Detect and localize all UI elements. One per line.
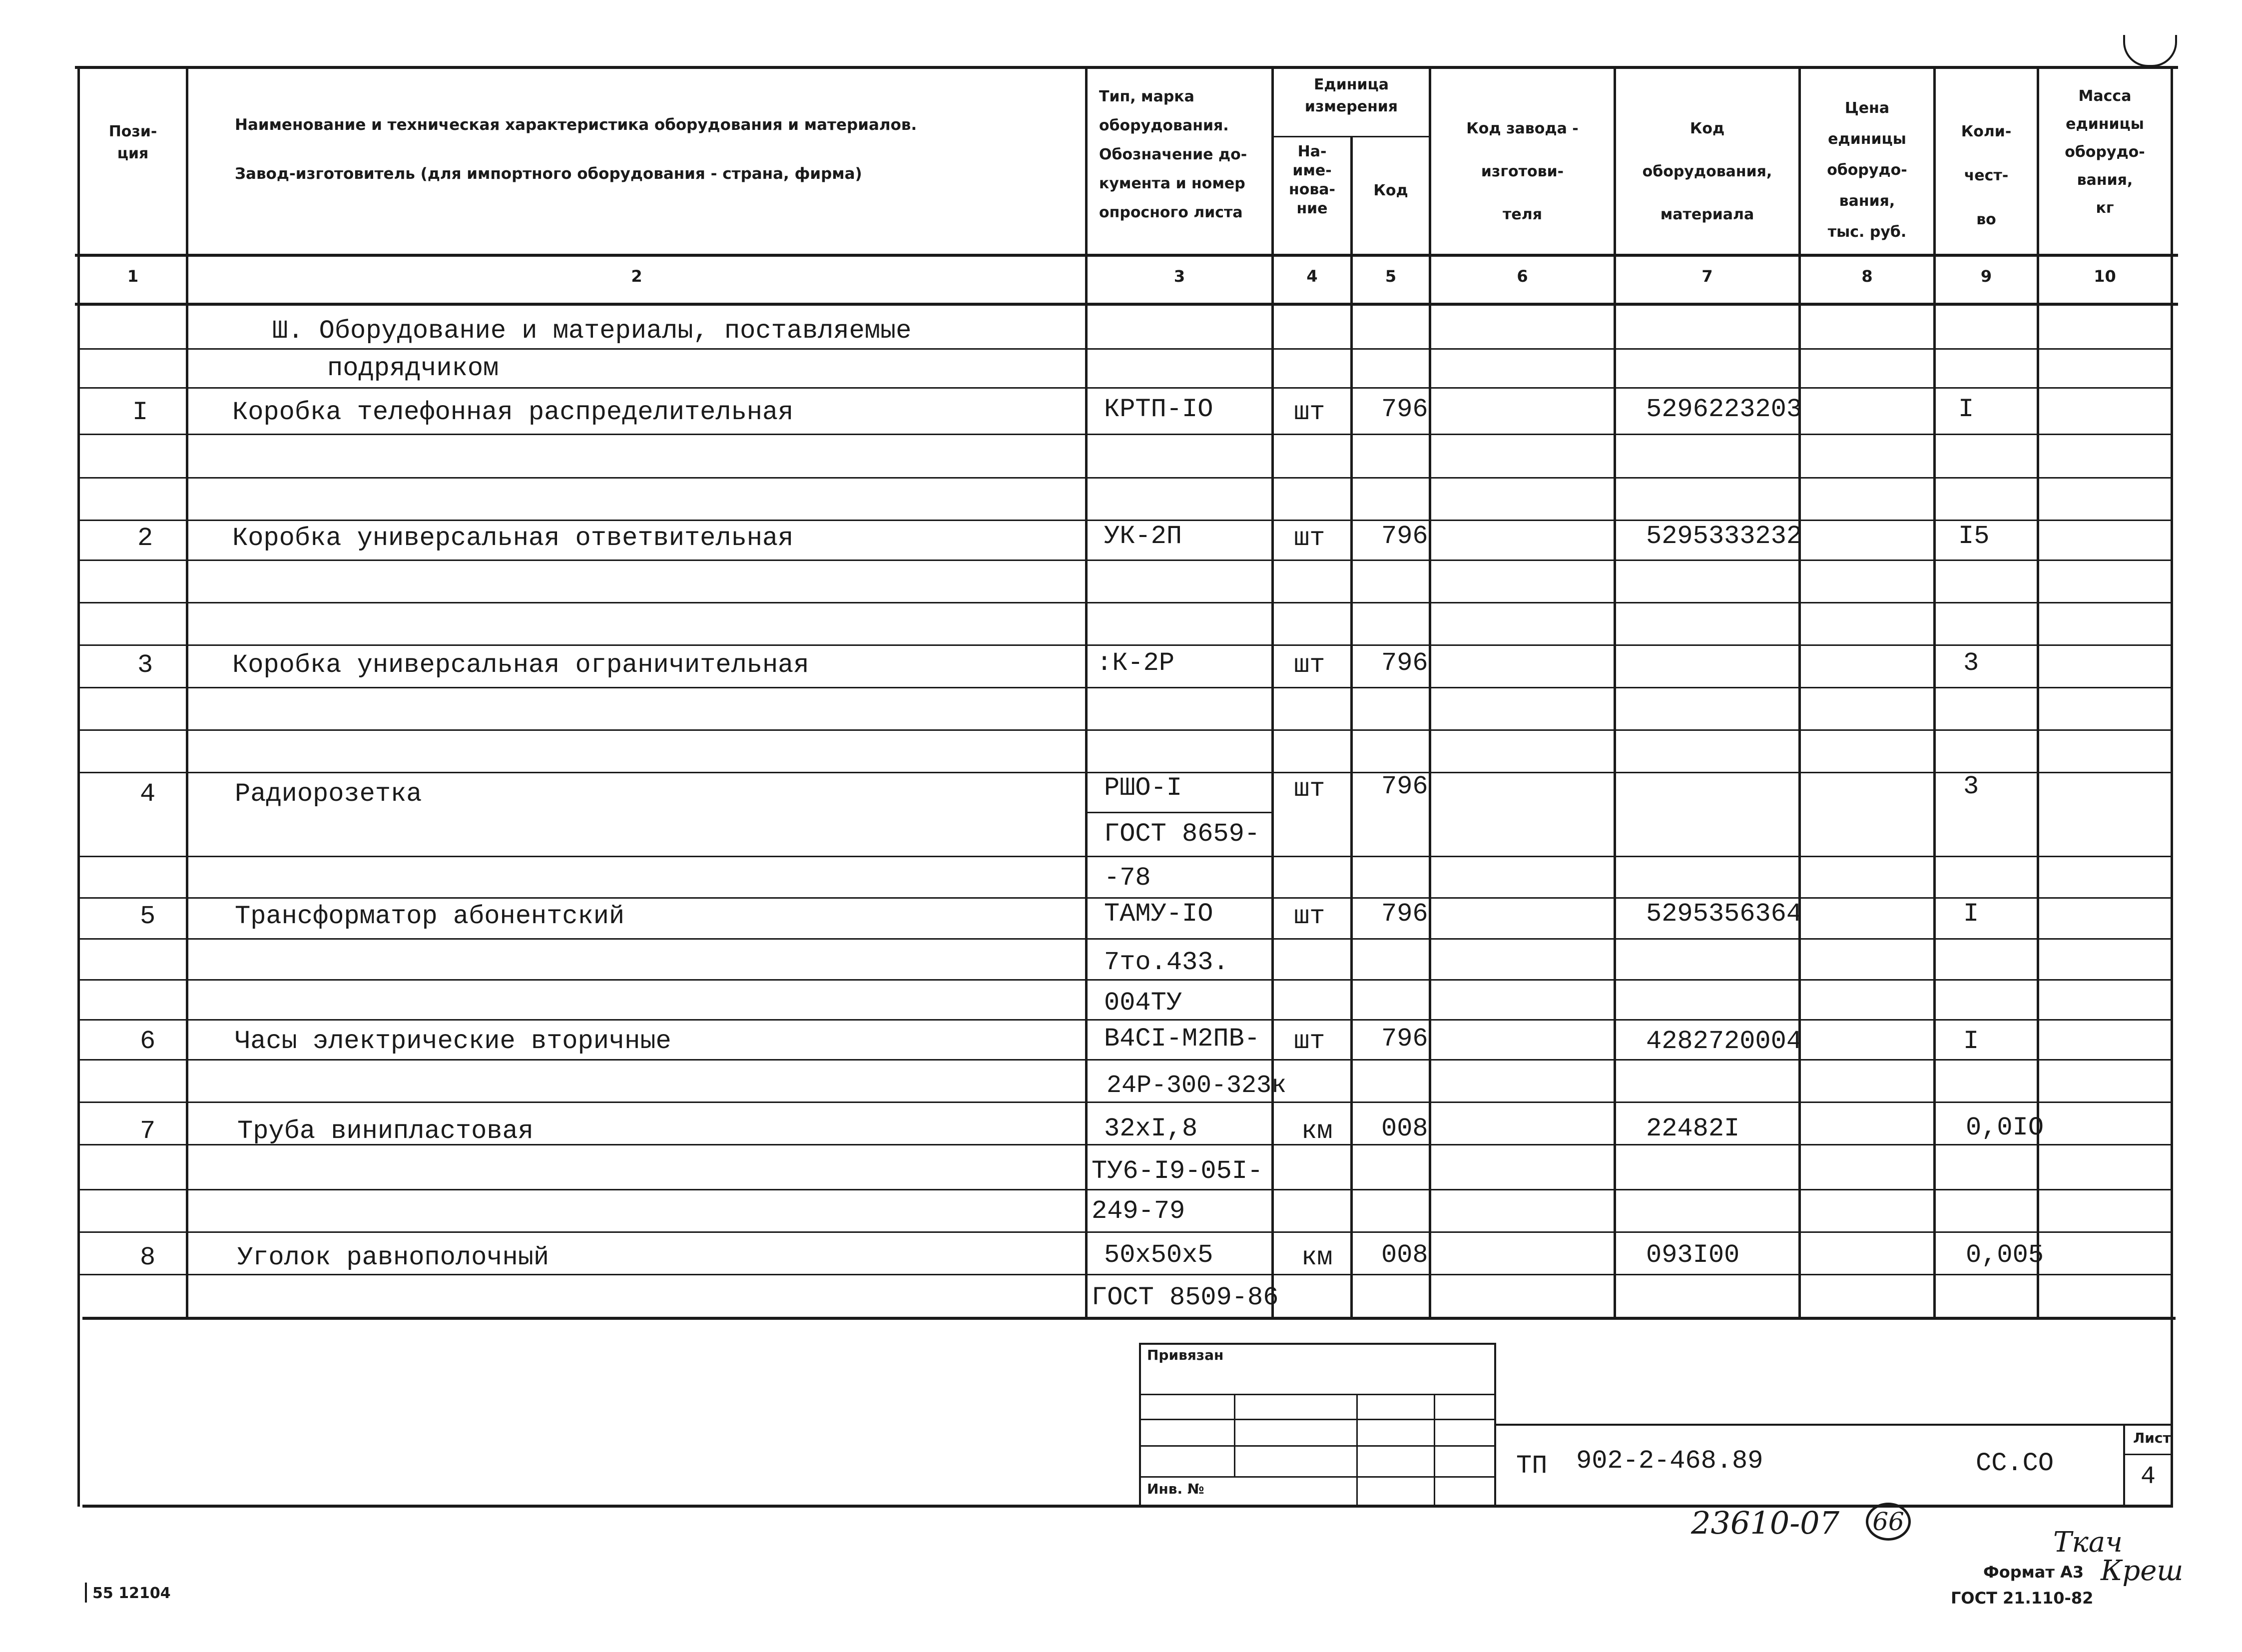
circled-number: 66 bbox=[1866, 1503, 1911, 1541]
column-number: 6 bbox=[1517, 267, 1528, 286]
format-label: Формат А3 bbox=[1983, 1563, 2084, 1582]
item-type: ГОСТ 8659- bbox=[1104, 819, 1260, 849]
item-name: Коробка универсальная ответвительная bbox=[232, 524, 794, 553]
item-name: Часы электрические вторичные bbox=[235, 1027, 671, 1056]
quantity: 0,005 bbox=[1966, 1240, 2044, 1270]
item-type: 50х50х5 bbox=[1104, 1240, 1213, 1270]
section-title-line1: Ш. Оборудование и материалы, поставляемые bbox=[272, 316, 912, 346]
position-cell: 4 bbox=[140, 779, 156, 809]
header-equipment-code: Код оборудования, материала bbox=[1642, 120, 1772, 223]
equipment-code: 093I00 bbox=[1646, 1240, 1740, 1270]
unit-code: 008 bbox=[1381, 1240, 1428, 1270]
item-type: В4СI-М2ПВ- bbox=[1104, 1024, 1260, 1054]
item-name: Коробка универсальная ограничительная bbox=[232, 650, 809, 680]
quantity: 3 bbox=[1963, 772, 1979, 801]
equipment-code: 4282720004 bbox=[1646, 1027, 1802, 1056]
position-cell: 8 bbox=[140, 1243, 156, 1272]
position-cell: 2 bbox=[137, 524, 153, 553]
column-number: 9 bbox=[1980, 267, 1992, 286]
unit-name: шт bbox=[1294, 1027, 1325, 1056]
quantity: I5 bbox=[1958, 522, 1990, 551]
position-cell: 6 bbox=[140, 1027, 156, 1056]
unit-code: 796 bbox=[1381, 772, 1428, 801]
unit-code: 008 bbox=[1381, 1114, 1428, 1143]
item-type: 249-79 bbox=[1092, 1196, 1185, 1226]
signature: Креш bbox=[2101, 1555, 2184, 1587]
unit-name: км bbox=[1301, 1243, 1333, 1272]
item-name: Трансформатор абонентский bbox=[235, 902, 625, 931]
unit-code: 796 bbox=[1381, 899, 1428, 929]
signature: Ткач bbox=[2053, 1526, 2123, 1559]
item-type: ГОСТ 8509-86 bbox=[1092, 1283, 1279, 1312]
doc-suffix: СС.СО bbox=[1976, 1449, 2054, 1478]
quantity: I bbox=[1958, 395, 1974, 424]
item-type: ТАМУ-IO bbox=[1104, 899, 1213, 929]
position-cell: I bbox=[132, 398, 148, 427]
column-number: 2 bbox=[631, 267, 642, 286]
item-type: :К-2Р bbox=[1097, 648, 1175, 678]
item-type: 32хI,8 bbox=[1104, 1114, 1198, 1143]
position-cell: 5 bbox=[140, 902, 156, 931]
item-type: 004ТУ bbox=[1104, 988, 1182, 1018]
column-number: 4 bbox=[1306, 267, 1318, 286]
item-type: КРТП-IO bbox=[1104, 395, 1213, 424]
header-unit-name: На- име- нова- ние bbox=[1288, 143, 1336, 217]
item-name: Радиорозетка bbox=[235, 779, 422, 809]
unit-name: шт bbox=[1294, 398, 1325, 427]
unit-name: км bbox=[1301, 1116, 1333, 1146]
position-cell: 7 bbox=[140, 1116, 156, 1146]
sheet-label: Лист bbox=[2133, 1430, 2171, 1446]
header-unit-code: Код bbox=[1373, 182, 1408, 199]
column-number: 7 bbox=[1701, 267, 1713, 286]
gost-label: ГОСТ 21.110-82 bbox=[1951, 1589, 2094, 1608]
unit-name: шт bbox=[1294, 902, 1325, 931]
header-type: Тип, марка оборудования. Обозначение до- кумента и номер опросного листа bbox=[1099, 88, 1247, 221]
item-type: -78 bbox=[1104, 863, 1151, 893]
equipment-code: 22482I bbox=[1646, 1114, 1740, 1143]
item-name: Труба винипластовая bbox=[237, 1116, 534, 1146]
unit-name: шт bbox=[1294, 524, 1325, 553]
item-type: РШО-I bbox=[1104, 773, 1182, 803]
column-number: 8 bbox=[1861, 267, 1873, 286]
header-quantity: Коли- чест- во bbox=[1961, 123, 2012, 228]
header-position: Пози- ция bbox=[108, 123, 157, 162]
header-price: Цена единицы оборудо- вания, тыс. руб. bbox=[1827, 99, 1907, 241]
sheet-number: 4 bbox=[2141, 1463, 2156, 1491]
item-type: 7то.433. bbox=[1104, 948, 1229, 977]
header-name-line2: Завод-изготовитель (для импортного оборудования - страна, фирма) bbox=[235, 165, 862, 183]
stamp-privyazan: Привязан bbox=[1147, 1347, 1224, 1363]
quantity: I bbox=[1963, 1027, 1979, 1056]
header-manufacturer-code: Код завода - изготови- теля bbox=[1466, 120, 1579, 223]
unit-code: 796 bbox=[1381, 1024, 1428, 1054]
column-number: 1 bbox=[127, 267, 139, 286]
doc-prefix: ТП bbox=[1516, 1451, 1548, 1481]
unit-name: шт bbox=[1294, 650, 1325, 680]
quantity: 3 bbox=[1963, 648, 1979, 678]
column-number: 10 bbox=[2094, 267, 2116, 286]
corner-mark bbox=[2123, 35, 2177, 67]
header-unit-group: Единица измерения bbox=[1304, 76, 1398, 115]
stamp-inv-no: Инв. № bbox=[1147, 1481, 1204, 1497]
item-type: 24Р-300-323к bbox=[1107, 1072, 1287, 1100]
unit-code: 796 bbox=[1381, 648, 1428, 678]
archive-number: 23610-07 bbox=[1691, 1505, 1840, 1541]
column-number: 3 bbox=[1173, 267, 1185, 286]
header-mass: Масса единицы оборудо- вания, кг bbox=[2065, 87, 2145, 217]
section-title-line2: подрядчиком bbox=[327, 354, 499, 383]
equipment-code: 5295333232 bbox=[1646, 522, 1802, 551]
item-type: ТУ6-I9-05I- bbox=[1092, 1156, 1263, 1186]
item-name: Коробка телефонная распределительная bbox=[232, 398, 794, 427]
left-code: 55 12104 bbox=[92, 1585, 171, 1602]
unit-name: шт bbox=[1294, 774, 1325, 804]
equipment-code: 5295356364 bbox=[1646, 899, 1802, 929]
position-cell: 3 bbox=[137, 650, 153, 680]
doc-code: 902-2-468.89 bbox=[1576, 1446, 1763, 1476]
item-type: УК-2П bbox=[1104, 522, 1182, 551]
unit-code: 796 bbox=[1381, 395, 1428, 424]
equipment-code: 5296223203 bbox=[1646, 395, 1802, 424]
quantity: I bbox=[1963, 899, 1979, 929]
quantity: 0,0IO bbox=[1966, 1113, 2044, 1142]
column-number: 5 bbox=[1385, 267, 1397, 286]
unit-code: 796 bbox=[1381, 522, 1428, 551]
header-name-line1: Наименование и техническая характеристика оборудования и материалов. bbox=[235, 116, 917, 134]
item-name: Уголок равнополочный bbox=[237, 1243, 550, 1272]
